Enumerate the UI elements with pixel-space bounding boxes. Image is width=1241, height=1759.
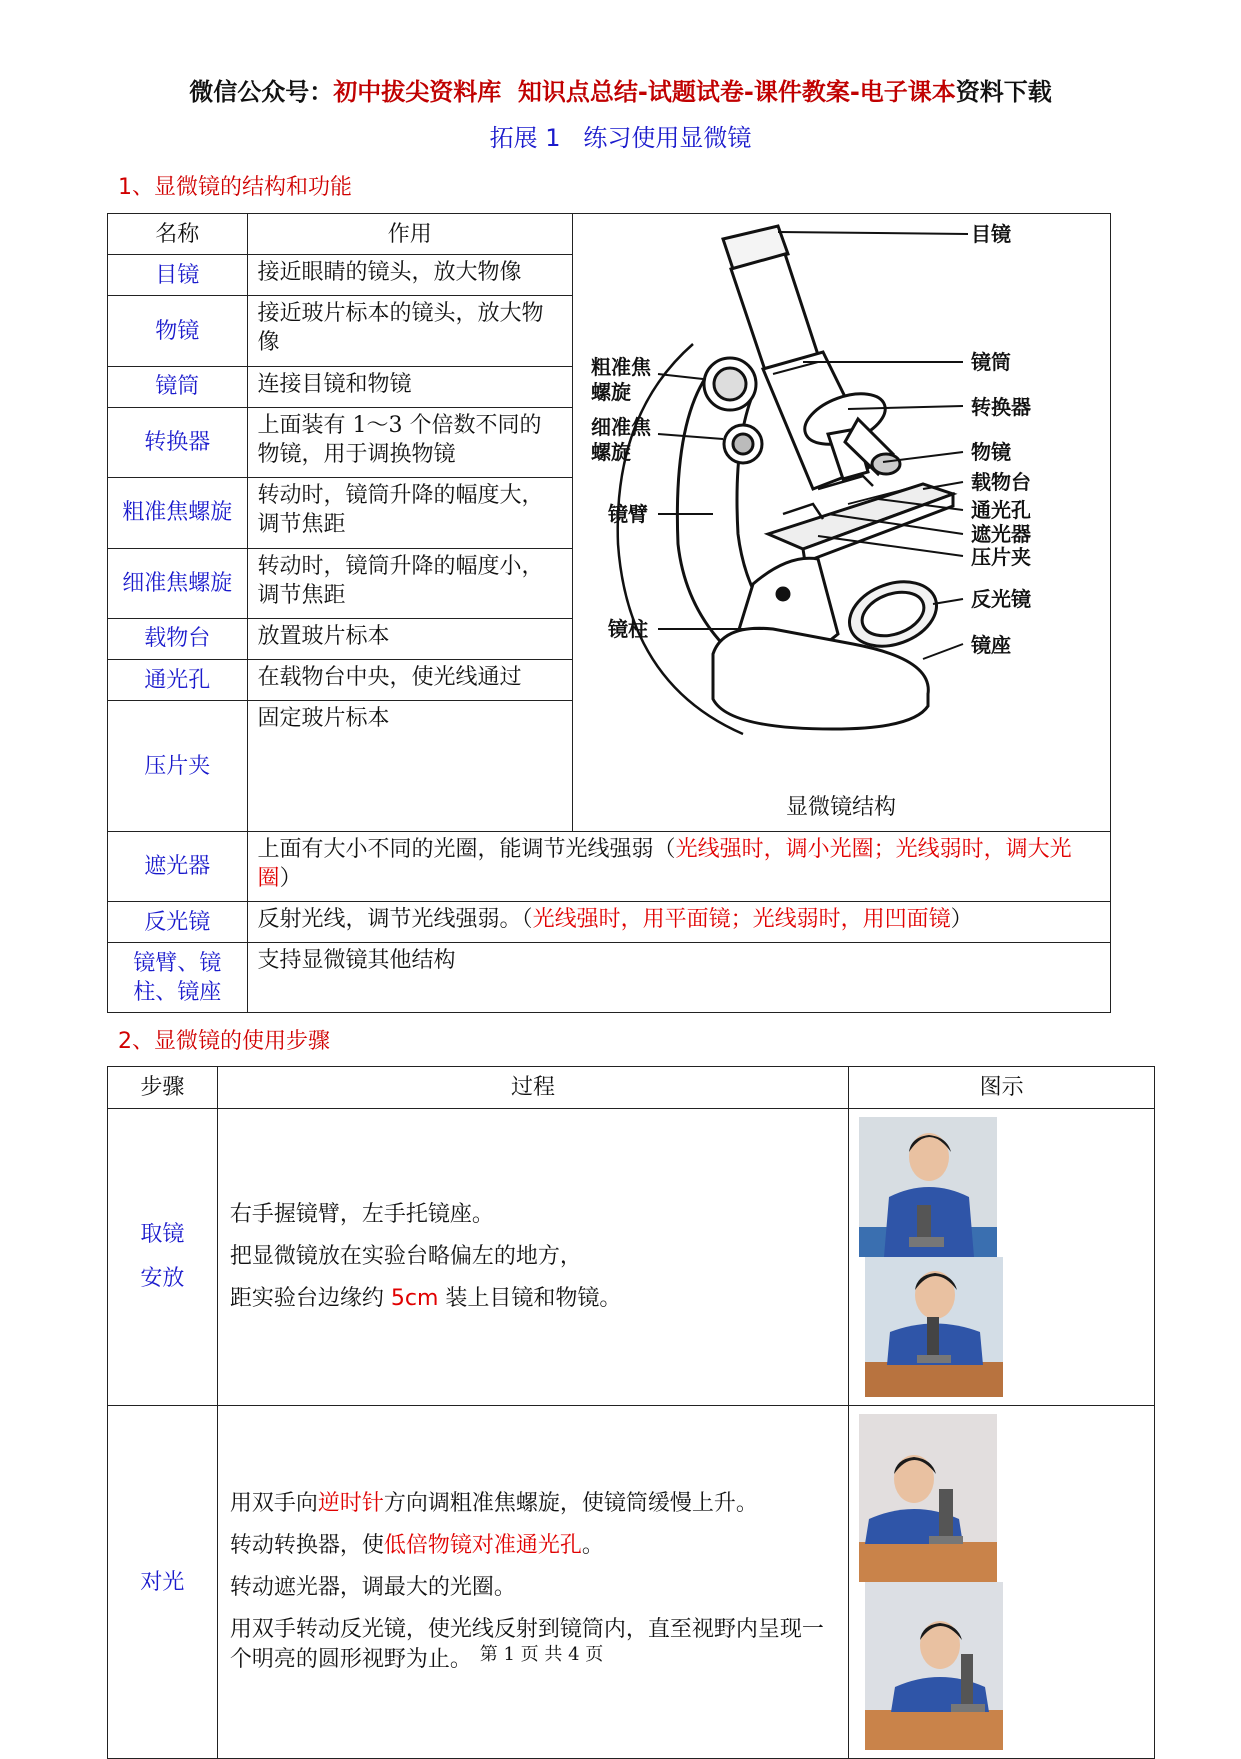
label-fanguangjing: 反光镜 (970, 587, 1031, 611)
row-name: 通光孔 (108, 660, 248, 701)
step1-line3-red: 5cm (390, 1286, 439, 1311)
row-name: 压片夹 (108, 701, 248, 832)
header-suffix: 资料下载 (955, 78, 1052, 106)
fanguangjing-name: 反光镜 (108, 902, 248, 943)
step1-line3-b: 装上目镜和物镜。 (438, 1286, 622, 1311)
row-func: 接近眼睛的镜头，放大物像 (247, 255, 572, 296)
section1-title: 1、显微镜的结构和功能 (118, 175, 352, 200)
step2-line1-a: 用双手向 (229, 1491, 318, 1516)
step2-line2-b: 。 (581, 1533, 604, 1558)
label-xi-line1: 细准焦 (590, 415, 651, 439)
col-figure-header: 图示 (849, 1067, 1155, 1109)
row-name: 物镜 (108, 296, 248, 366)
label-cu-line2: 螺旋 (590, 380, 631, 404)
step2-line1-b: 方向调粗准焦螺旋，使镜筒缓慢上升。 (383, 1491, 758, 1516)
page-subtitle: 拓展 1 练习使用显微镜 (489, 124, 752, 152)
step1-name (108, 1109, 218, 1406)
header-red-text: 初中拔尖资料库 知识点总结-试题试卷-课件教案-电子课本 (333, 78, 956, 106)
step1-process (217, 1109, 848, 1406)
label-jingtong: 镜筒 (970, 350, 1011, 374)
microscope-diagram (573, 214, 1110, 831)
student-photo-2 (865, 1257, 1003, 1397)
row-func: 在载物台中央，使光线通过 (247, 660, 572, 701)
step2-line4: 用双手转动反光镜，使光线反射到镜筒内，直至视野内呈现一个明亮的圆形视野为止。 (229, 1617, 824, 1672)
step2-name: 对光 (108, 1406, 218, 1759)
row-func: 上面装有 1～3 个倍数不同的物镜，用于调换物镜 (247, 407, 572, 477)
row-func: 转动时，镜筒升降的幅度大，调节焦距 (247, 478, 572, 548)
page-footer: 第 1 页 共 4 页 (479, 1644, 604, 1665)
label-zhuanhuanqi: 转换器 (970, 395, 1031, 419)
step2-line1-red: 逆时针 (317, 1491, 384, 1516)
row-func: 放置玻片标本 (247, 618, 572, 659)
row-name: 粗准焦螺旋 (108, 478, 248, 548)
fanguangjing-func (247, 902, 1110, 943)
zhe-func-text: 上面有大小不同的光圈，能调节光线强弱（ (257, 837, 676, 862)
label-jingzuo: 镜座 (970, 633, 1011, 657)
step1-line3-a: 距实验台边缘约 (229, 1286, 391, 1311)
step2-line2 (230, 1531, 838, 1561)
zheguangqi-name: 遮光器 (108, 832, 248, 902)
step1-line2: 把显微镜放在实验台略偏左的地方， (229, 1244, 582, 1269)
diagram-cell (572, 214, 1110, 832)
header-prefix: 微信公众号： (189, 78, 334, 106)
diagram-caption: 显微镜结构 (785, 795, 896, 820)
student-photo-1 (859, 1117, 997, 1257)
label-jingbi: 镜臂 (607, 502, 648, 526)
zhe-func-end: ） (279, 866, 302, 891)
step1-line1: 右手握镜臂，左手托镜座。 (229, 1202, 494, 1227)
page-header (0, 72, 1241, 107)
fan-func-red: 光线强时，用平面镜；光线弱时，用凹面镜 (532, 907, 951, 932)
fan-func-end: ） (950, 907, 973, 932)
label-wujing: 物镜 (970, 440, 1011, 464)
row-name: 镜筒 (108, 366, 248, 407)
row-func: 转动时，镜筒升降的幅度小，调节焦距 (247, 548, 572, 618)
label-yapianjia: 压片夹 (970, 545, 1031, 569)
zheguangqi-func (247, 832, 1110, 902)
label-mujing: 目镜 (970, 222, 1011, 246)
step2-figure (849, 1406, 1155, 1759)
row-name: 细准焦螺旋 (108, 548, 248, 618)
support-name: 镜臂、镜柱、镜座 (108, 943, 248, 1013)
student-photo-4 (865, 1582, 1003, 1750)
section2-title: 2、显微镜的使用步骤 (118, 1029, 330, 1054)
structure-table (107, 213, 1111, 1013)
label-jingzhu: 镜柱 (607, 617, 648, 641)
fan-func-text: 反射光线，调节光线强弱。（ (257, 907, 533, 932)
row-func: 连接目镜和物镜 (247, 366, 572, 407)
support-func: 支持显微镜其他结构 (247, 943, 1110, 1013)
student-photo-3 (859, 1414, 997, 1582)
label-xi-line2: 螺旋 (590, 440, 631, 464)
row-name: 转换器 (108, 407, 248, 477)
zhe-func-red: 光线强时，调小光圈；光线弱时，调大光圈 (257, 837, 1072, 891)
label-zheguangqi: 遮光器 (970, 522, 1031, 546)
row-func: 接近玻片标本的镜头，放大物像 (247, 296, 572, 366)
step1-name-line2: 安放 (140, 1266, 185, 1291)
step2-line2-a: 转动转换器，使 (229, 1533, 384, 1558)
label-cu-line1: 粗准焦 (590, 355, 651, 379)
col-name-header: 名称 (108, 214, 248, 255)
row-name: 载物台 (108, 618, 248, 659)
label-tongguangkong: 通光孔 (970, 498, 1031, 522)
col-process-header: 过程 (217, 1067, 848, 1109)
step2-process (217, 1406, 848, 1759)
col-function-header: 作用 (247, 214, 572, 255)
row-name: 目镜 (108, 255, 248, 296)
step1-figure (849, 1109, 1155, 1406)
step2-line2-red: 低倍物镜对准通光孔 (383, 1533, 582, 1558)
label-zaiwutai: 载物台 (970, 470, 1031, 494)
step2-line3: 转动遮光器，调最大的光圈。 (229, 1575, 516, 1600)
col-step-header: 步骤 (108, 1067, 218, 1109)
row-func: 固定玻片标本 (247, 701, 572, 832)
step1-name-line1: 取镜 (140, 1222, 185, 1247)
step2-line1 (230, 1489, 838, 1519)
step1-line3 (230, 1284, 838, 1314)
